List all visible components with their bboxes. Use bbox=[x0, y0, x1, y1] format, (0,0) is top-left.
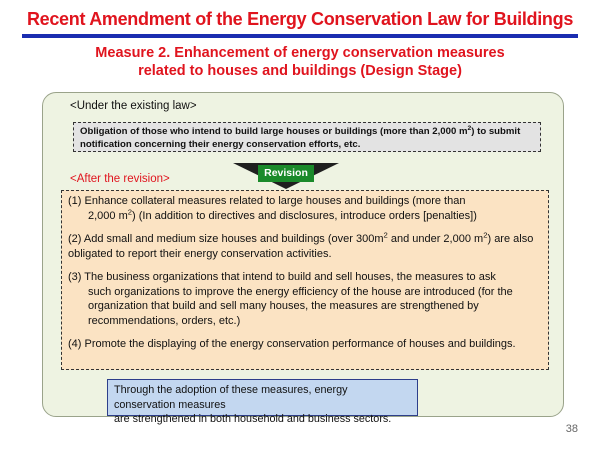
measure-item-2 bbox=[68, 232, 544, 261]
measure-item-3 bbox=[68, 270, 544, 328]
page-number: 38 bbox=[565, 423, 578, 435]
measure-3-line-3: organization that build and sell many houses, the measures are strengthened by bbox=[88, 300, 479, 312]
measure-1-text-b: ) (In addition to directives and disclosures, introduce orders [penalties]) bbox=[132, 209, 477, 222]
measure-2-superscript-2: 2 bbox=[483, 230, 488, 240]
title-underline bbox=[22, 34, 578, 38]
existing-law-label: <Under the existing law> bbox=[70, 100, 197, 112]
conclusion-box bbox=[107, 379, 418, 425]
measure-item-1 bbox=[68, 194, 544, 223]
measure-3-line-2: such organizations to improve the energy efficiency of the house are introduced (for the bbox=[88, 285, 513, 298]
slide-title: Recent Amendment of the Energy Conservation Law for Buildings bbox=[26, 9, 574, 29]
measure-2-text-b: and under 2,000 m bbox=[387, 233, 484, 245]
existing-law-box bbox=[73, 122, 541, 152]
slide-subtitle bbox=[0, 44, 600, 80]
measure-2-text-c: ) are also obligated to report their energy conservation activities. bbox=[68, 233, 534, 260]
measure-1-superscript: 2 bbox=[127, 206, 133, 216]
measure-3-line-4: recommendations, orders, etc.) bbox=[88, 314, 241, 327]
measure-2-superscript-1: 2 bbox=[383, 230, 388, 240]
measure-1-line-1: (1) Enhance collateral measures related to large houses and buildings (more than bbox=[68, 195, 466, 207]
existing-text-a: Obligation of those who intend to build large houses or buildings (more than 2,000 m bbox=[80, 126, 468, 137]
conclusion-line-2: are strengthened in both household and business sectors. bbox=[114, 413, 392, 425]
revision-badge: Revision bbox=[258, 165, 314, 182]
existing-text-b: ) to submit notification concerning their energy conservation efforts, etc. bbox=[80, 126, 521, 150]
measure-item-4: (4) Promote the displaying of the energy conservation performance of houses and buildings. bbox=[68, 338, 516, 350]
after-revision-label: <After the revision> bbox=[70, 173, 170, 185]
existing-superscript: 2 bbox=[467, 124, 472, 132]
subtitle-line-1: Measure 2. Enhancement of energy conservation measures bbox=[95, 45, 505, 61]
measure-3-line-1: (3) The business organizations that intend to build and sell houses, the measures to ask bbox=[68, 271, 496, 283]
measure-2-text-a: (2) Add small and medium size houses and buildings (over 300m bbox=[68, 233, 384, 245]
conclusion-line-1: Through the adoption of these measures, energy conservation measures bbox=[114, 384, 348, 411]
measure-1-text-a: 2,000 m bbox=[88, 209, 128, 222]
subtitle-line-2: related to houses and buildings (Design Stage) bbox=[138, 63, 462, 79]
measure-1-line-2 bbox=[68, 206, 544, 224]
revision-measures-box bbox=[61, 190, 549, 370]
